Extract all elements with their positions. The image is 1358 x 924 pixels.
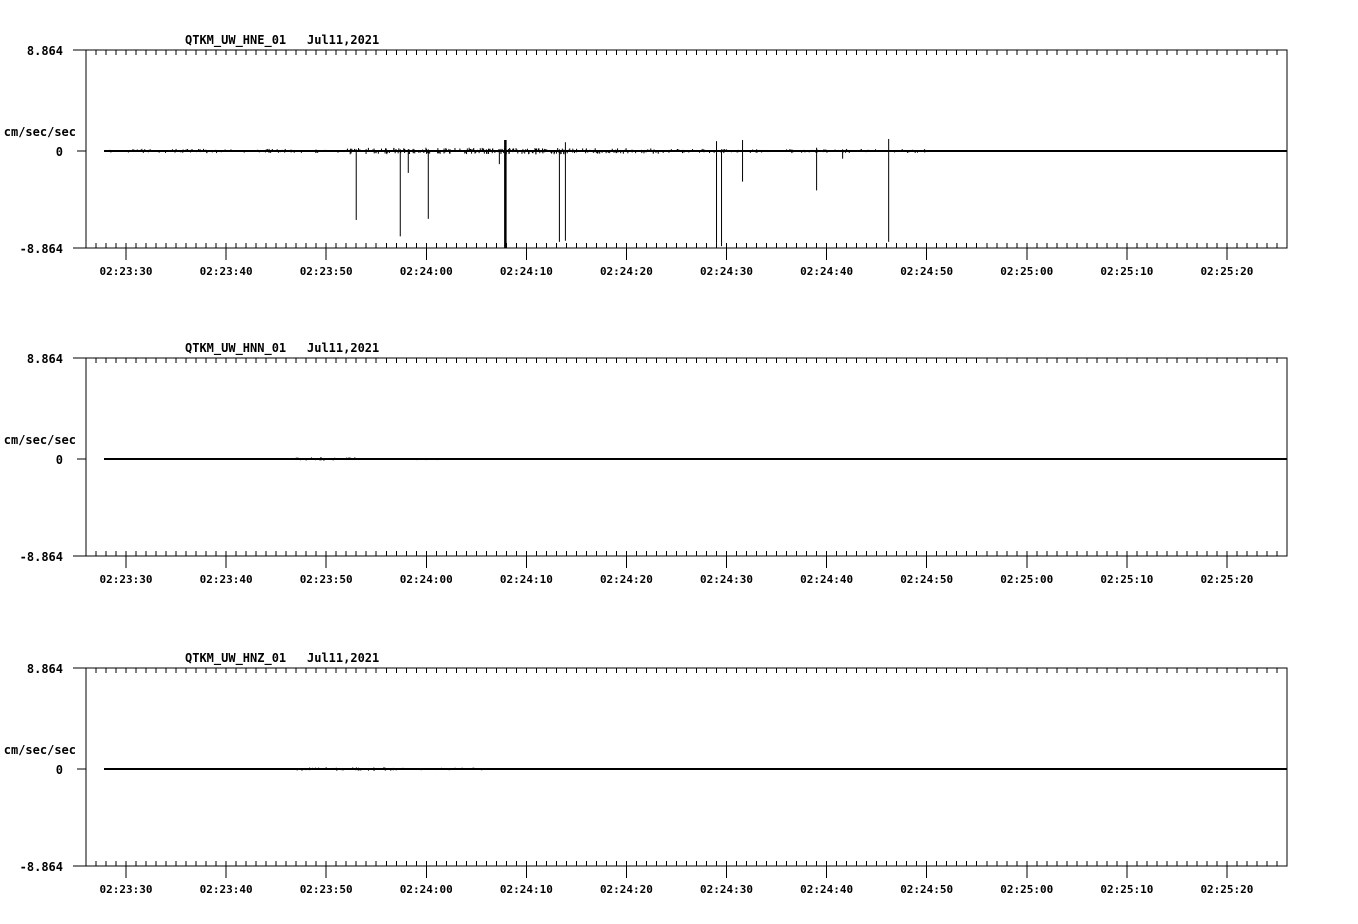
x-tick-label: 02:24:10 [499, 883, 553, 896]
x-tick-label: 02:25:10 [1100, 265, 1154, 278]
y-axis-zero-label: 0 [55, 453, 63, 467]
panel-title-station: QTKM_UW_HNZ_01 [185, 651, 287, 665]
y-axis-unit-label: cm/sec/sec [3, 743, 76, 757]
y-axis-min-label: -8.864 [19, 860, 63, 874]
x-tick-label: 02:23:40 [199, 883, 253, 896]
x-tick-label: 02:25:10 [1100, 573, 1154, 586]
x-tick-label: 02:23:40 [199, 265, 253, 278]
x-tick-label: 02:24:00 [399, 573, 453, 586]
x-tick-label: 02:24:20 [599, 883, 653, 896]
x-tick-label: 02:23:50 [299, 573, 353, 586]
x-tick-label: 02:24:50 [900, 573, 954, 586]
x-tick-label: 02:23:30 [99, 573, 153, 586]
x-tick-label: 02:24:40 [800, 265, 854, 278]
x-tick-label: 02:24:40 [800, 883, 854, 896]
x-tick-label: 02:24:30 [700, 265, 754, 278]
panel-title-station: QTKM_UW_HNN_01 [185, 341, 287, 355]
x-tick-label: 02:25:20 [1200, 265, 1254, 278]
x-tick-label: 02:25:20 [1200, 573, 1254, 586]
y-axis-unit-label: cm/sec/sec [3, 125, 76, 139]
y-axis-max-label: 8.864 [26, 44, 63, 58]
x-tick-label: 02:23:50 [299, 265, 353, 278]
panel-title-station: QTKM_UW_HNE_01 [185, 33, 287, 47]
x-tick-label: 02:24:50 [900, 265, 954, 278]
y-axis-min-label: -8.864 [19, 242, 63, 256]
x-tick-label: 02:23:30 [99, 883, 153, 896]
x-tick-label: 02:24:30 [700, 573, 754, 586]
x-tick-label: 02:25:00 [1000, 573, 1054, 586]
x-tick-label: 02:24:30 [700, 883, 754, 896]
x-tick-label: 02:24:00 [399, 265, 453, 278]
y-axis-zero-label: 0 [55, 145, 63, 159]
x-tick-label: 02:23:30 [99, 265, 153, 278]
panel-title-date: Jul11,2021 [307, 33, 380, 47]
y-axis-unit-label: cm/sec/sec [3, 433, 76, 447]
y-axis-zero-label: 0 [55, 763, 63, 777]
x-tick-label: 02:24:50 [900, 883, 954, 896]
x-tick-label: 02:25:10 [1100, 883, 1154, 896]
x-tick-label: 02:24:10 [499, 265, 553, 278]
x-tick-label: 02:24:20 [599, 573, 653, 586]
y-axis-max-label: 8.864 [26, 662, 63, 676]
panel-title-date: Jul11,2021 [307, 651, 380, 665]
x-tick-label: 02:23:50 [299, 883, 353, 896]
x-tick-label: 02:24:40 [800, 573, 854, 586]
panel-title-date: Jul11,2021 [307, 341, 380, 355]
x-tick-label: 02:25:00 [1000, 265, 1054, 278]
x-tick-label: 02:25:20 [1200, 883, 1254, 896]
x-tick-label: 02:23:40 [199, 573, 253, 586]
x-tick-label: 02:25:00 [1000, 883, 1054, 896]
x-tick-label: 02:24:10 [499, 573, 553, 586]
x-tick-label: 02:24:20 [599, 265, 653, 278]
y-axis-min-label: -8.864 [19, 550, 63, 564]
x-tick-label: 02:24:00 [399, 883, 453, 896]
y-axis-max-label: 8.864 [26, 352, 63, 366]
